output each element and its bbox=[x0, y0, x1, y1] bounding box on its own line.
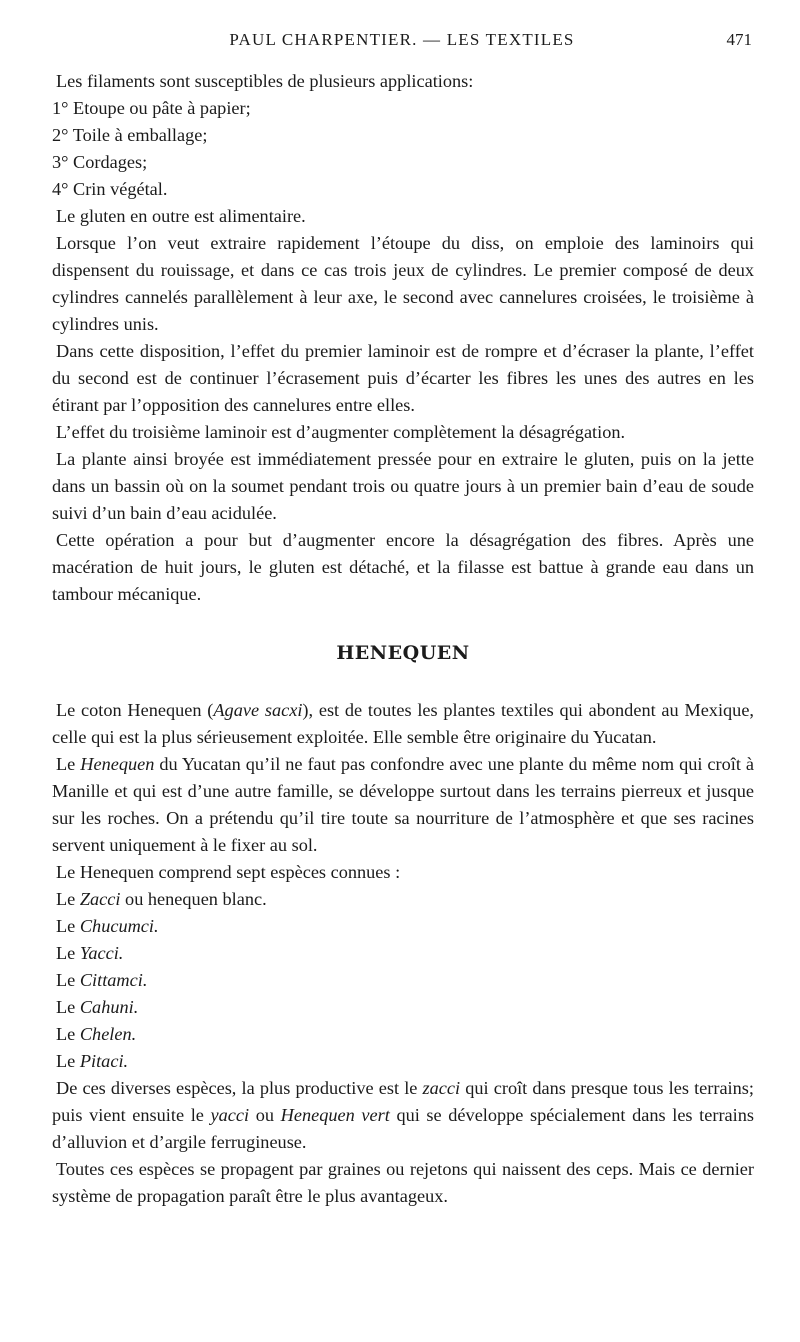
gluten-note: Le gluten en outre est alimentaire. bbox=[56, 206, 306, 226]
paragraph-coton-henequen: Le coton Henequen (Agave sacxi), est de toutes les plantes textiles qui abondent au Mexique, celle qui est la plus sérieusement exploitée. Elle semble être originaire du Yucatan. bbox=[52, 700, 754, 747]
list-item: Le Chucumci. bbox=[56, 916, 159, 936]
list-item: Le Pitaci. bbox=[56, 1051, 129, 1071]
page-number: 471 bbox=[726, 30, 752, 49]
section-heading: HENEQUEN bbox=[336, 642, 470, 664]
species-list bbox=[52, 886, 754, 1075]
list-item: Le Yacci. bbox=[56, 943, 124, 963]
paragraph-operation: Cette opération a pour but d’augmenter encore la désagrégation des fibres. Après une macération de huit jours, le gluten est détaché, et la filasse est battue à grande eau dans un tambour mécanique. bbox=[52, 530, 754, 604]
list-item: Le Cittamci. bbox=[56, 970, 148, 990]
list-item: 1° Etoupe ou pâte à papier; bbox=[52, 98, 251, 118]
list-item: Le Cahuni. bbox=[56, 997, 139, 1017]
applications-list bbox=[52, 95, 754, 203]
list-item: Le Chelen. bbox=[56, 1024, 137, 1044]
paragraph-henequen-yucatan: Le Henequen du Yucatan qu’il ne faut pas confondre avec une plante du même nom qui croît à Manille et qui est d’une autre famille, se développe surtout dans les terrains pierreux et jusque sur les roches. On a prétendu qu’il tire toute sa nourriture de l’atmosphère et que ses racines servent uniquement à le fixer au sol. bbox=[52, 754, 754, 855]
paragraph-especes-intro: Le Henequen comprend sept espèces connues : bbox=[56, 862, 401, 882]
running-head bbox=[52, 30, 752, 56]
list-item: Le Zacci ou henequen blanc. bbox=[56, 889, 267, 909]
paragraph-plus-productive: De ces diverses espèces, la plus productive est le zacci qui croît dans presque tous les terrains; puis vient ensuite le yacci ou Henequen vert qui se développe spécialement dans les terrains d’alluvion et d’argile ferrugineuse. bbox=[52, 1078, 754, 1152]
list-item: 2° Toile à emballage; bbox=[52, 125, 208, 145]
page-body bbox=[52, 68, 754, 1210]
running-title: PAUL CHARPENTIER. — LES TEXTILES bbox=[229, 30, 575, 49]
paragraph-laminoirs: Lorsque l’on veut extraire rapidement l’étoupe du diss, on emploie des laminoirs qui dispensent du rouissage, et dans ce cas trois jeux de cylindres. Le premier composé de deux cylindres cannelés parallèlement à leur axe, le second avec cannelures croisées, le troisième à cylindres unis. bbox=[52, 233, 754, 334]
list-item: 3° Cordages; bbox=[52, 152, 148, 172]
paragraph-troisieme-laminoir: L’effet du troisième laminoir est d’augmenter complètement la désagrégation. bbox=[56, 422, 626, 442]
paragraph-propagation: Toutes ces espèces se propagent par graines ou rejetons qui naissent des ceps. Mais ce dernier système de propagation paraît être le plus avantageux. bbox=[52, 1159, 754, 1206]
paragraph-disposition: Dans cette disposition, l’effet du premier laminoir est de rompre et d’écraser la plante, l’effet du second est de continuer l’écrasement puis d’écarter les fibres les unes des autres en les étirant par l’opposition des cannelures entre elles. bbox=[52, 341, 754, 415]
paragraph-plante-broyee: La plante ainsi broyée est immédiatement pressée pour en extraire le gluten, puis on la jette dans un bassin où on la soumet pendant trois ou quatre jours à un premier bain d’eau de soude suivi d’un bain d’eau acidulée. bbox=[52, 449, 754, 523]
list-item: 4° Crin végétal. bbox=[52, 179, 168, 199]
applications-intro: Les filaments sont susceptibles de plusieurs applications: bbox=[56, 71, 474, 91]
